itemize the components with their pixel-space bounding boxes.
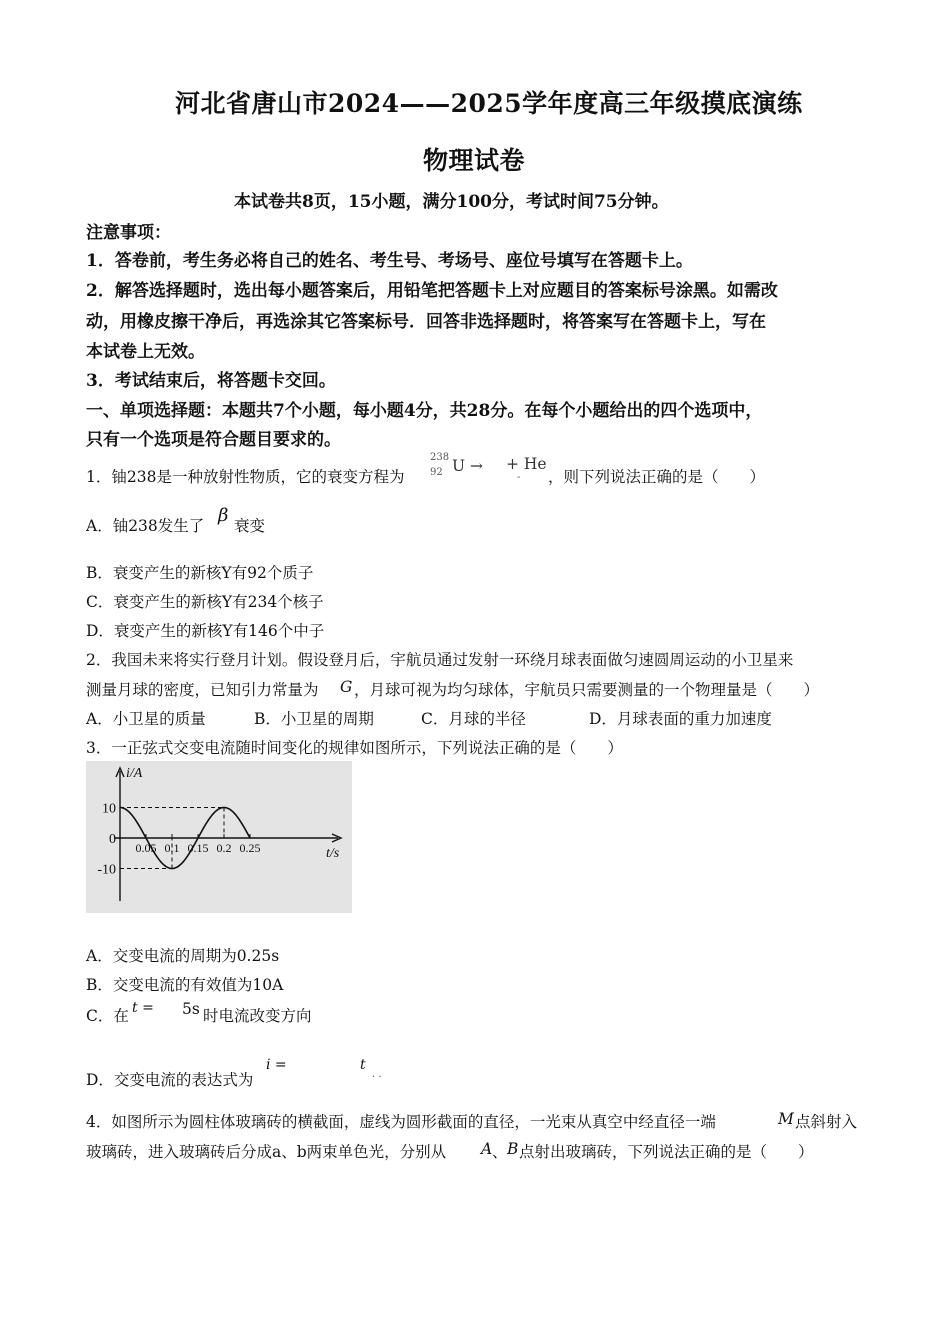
q3-option-d-t: t: [360, 1057, 366, 1073]
notice-item-2-line-3: 本试卷上无效。: [86, 342, 205, 362]
q2-option-d: D．月球表面的重力加速度: [589, 710, 772, 728]
q2-stem-line-2-prefix: 测量月球的密度，已知引力常量为: [86, 681, 319, 699]
q4-stem-line-1-prefix: 4．如图所示为圆柱体玻璃砖的横截面，虚线为圆形截面的直径，一光束从真空中经直径一端: [86, 1113, 716, 1131]
notice-item-2-line-2: 动，用橡皮擦干净后，再选涂其它答案标号．回答非选择题时，将答案写在答题卡上，写在: [86, 312, 766, 332]
q3-option-c-prefix: C．在: [86, 1007, 129, 1025]
x-tick-label: 0.1: [164, 841, 180, 855]
q3-option-c-t: t =: [132, 1000, 154, 1016]
q4-separator: 、: [492, 1143, 508, 1161]
section-heading-line-2: 只有一个选项是符合题目要求的。: [86, 430, 341, 450]
q3-option-d-prefix: D．交变电流的表达式为: [86, 1071, 254, 1089]
notice-item-1: 1．答卷前，考生务必将自己的姓名、考生号、考场号、座位号填写在答题卡上。: [86, 251, 693, 271]
x-axis-label: t/s: [326, 846, 340, 861]
q3-option-d-dots: . .: [372, 1069, 382, 1080]
q4-point-m: M: [778, 1110, 794, 1128]
y-tick-label: 0: [109, 832, 116, 847]
q2-option-c: C．月球的半径: [421, 710, 526, 728]
q3-current-graph: [86, 761, 352, 913]
x-tick-label: 0.15: [187, 841, 209, 855]
q3-option-d-i: i =: [266, 1057, 287, 1073]
y-tick-label: 10: [102, 801, 116, 817]
q1-option-d: D．衰变产生的新核Y有146个中子: [86, 622, 325, 640]
q1-stem-suffix: ，则下列说法正确的是（ ）: [548, 468, 766, 486]
q2-option-a: A．小卫星的质量: [86, 710, 206, 728]
x-tick-label: 0.05: [135, 841, 157, 855]
q2-option-b: B．小卫星的周期: [254, 710, 374, 728]
x-tick-label: 0.2: [216, 841, 232, 855]
q2-stem-line-2-suffix: ，月球可视为均匀球体，宇航员只需要测量的一个物理量是（ ）: [354, 681, 820, 699]
notice-item-2-line-1: 2．解答选择题时，选出每小题答案后，用铅笔把答题卡上对应题目的答案标号涂黑。如需改: [86, 281, 778, 301]
q1-eq-minus: -: [517, 472, 521, 483]
section-heading-line-1: 一、单项选择题：本题共7个小题，每小题4分，共28分。在每个小题给出的四个选项中，: [86, 401, 763, 421]
y-axis-label: i/A: [126, 766, 143, 781]
q1-option-a-prefix: A．铀238发生了: [86, 517, 205, 535]
q1-option-a-beta: β: [218, 505, 229, 526]
notice-item-3: 3．考试结束后，将答题卡交回。: [86, 371, 336, 391]
q1-option-b: B．衰变产生的新核Y有92个质子: [86, 564, 314, 582]
q1-eq-charge-number: 92: [430, 467, 443, 478]
notice-heading: 注意事项：: [86, 223, 171, 243]
exam-title: 河北省唐山市2024——2025学年度高三年级摸底演练: [175, 89, 803, 118]
q3-stem: 3．一正弦式交变电流随时间变化的规律如图所示，下列说法正确的是（ ）: [86, 739, 623, 757]
x-tick-label: 0.25: [239, 841, 261, 855]
q4-stem-line-2-prefix: 玻璃砖，进入玻璃砖后分成a、b两束单色光，分别从: [86, 1143, 447, 1161]
q1-eq-mass-number: 238: [430, 452, 450, 463]
exam-subtitle: 物理试卷: [423, 146, 526, 175]
q3-option-c-suffix: 时电流改变方向: [203, 1007, 312, 1025]
q4-point-a: A: [481, 1140, 493, 1158]
exam-info: 本试卷共8页，15小题，满分100分，考试时间75分钟。: [234, 192, 669, 212]
q4-stem-line-2-suffix: 点射出玻璃砖，下列说法正确的是（ ）: [519, 1143, 814, 1161]
q2-stem-line-1: 2．我国未来将实行登月计划。假设登月后，宇航员通过发射一环绕月球表面做匀速圆周运动的小卫星来: [86, 651, 794, 669]
q4-point-b: B: [507, 1140, 519, 1158]
q3-current-graph-svg: [86, 761, 352, 913]
q1-option-a-suffix: 衰变: [234, 517, 266, 535]
q3-option-a: A．交变电流的周期为0.25s: [86, 947, 280, 965]
q1-stem-prefix: 1．铀238是一种放射性物质，它的衰变方程为: [86, 468, 405, 486]
q1-option-c: C．衰变产生的新核Y有234个核子: [86, 593, 324, 611]
q3-option-b: B．交变电流的有效值为10A: [86, 976, 284, 994]
q2-gravitational-constant: G: [340, 678, 353, 696]
q3-option-c-value: 5s: [182, 1000, 200, 1018]
q1-eq-uranium: U →: [452, 457, 483, 475]
q1-eq-helium: + He: [506, 455, 547, 473]
q4-stem-line-1-suffix: 点斜射入: [795, 1113, 858, 1131]
y-tick-label: -10: [97, 862, 116, 878]
